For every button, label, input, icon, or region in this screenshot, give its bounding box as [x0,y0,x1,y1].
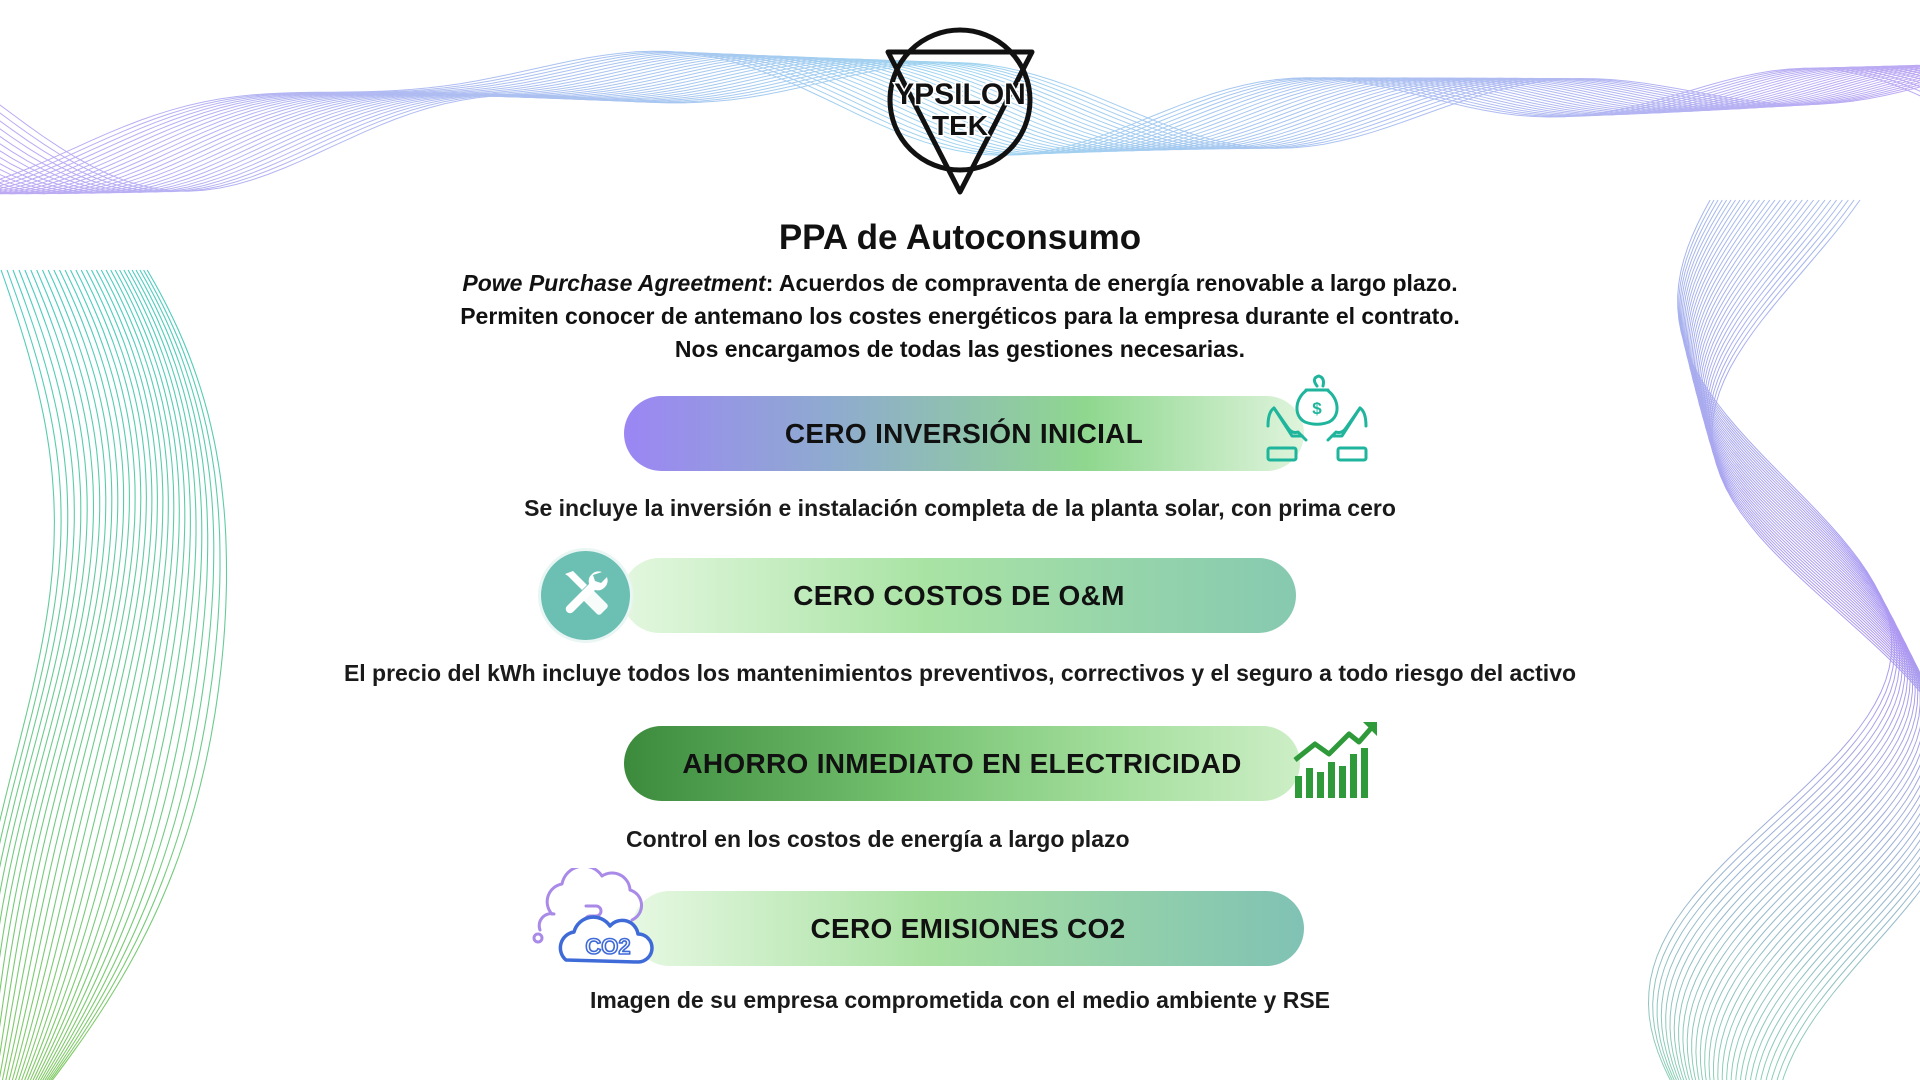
logo-text-line2: TEK [932,110,988,141]
tools-icon [538,548,633,643]
intro-line-3: Nos encargamos de todas las gestiones necesarias. [674,336,1246,362]
feature-description-immediate-savings: Control en los costos de energía a largo plazo [626,826,1130,852]
feature-description-zero-emissions: Imagen de su empresa comprometida con el medio ambiente y RSE [589,987,1331,1013]
feature-pill-zero-om-costs: CERO COSTOS DE O&M [622,558,1296,633]
company-logo [880,22,1040,197]
intro-line-1 [0,270,1920,297]
intro-line-2: Permiten conocer de antemano los costes energéticos para la empresa durante el contrato. [460,303,1460,329]
co2-cloud-icon [530,868,670,983]
feature-description-zero-investment: Se incluye la inversión e instalación completa de la planta solar, con prima cero [524,495,1396,521]
svg-text:$: $ [1312,399,1322,418]
feature-pill-immediate-savings: AHORRO INMEDIATO EN ELECTRICIDAD [624,726,1300,801]
co2-icon-text: CO2 [585,934,631,959]
intro-definition: : Acuerdos de compraventa de energía renovable a largo plazo. [765,270,1458,296]
intro-italic-term: Powe Purchase Agreetment [462,270,766,296]
page-title: PPA de Autoconsumo [778,218,1142,257]
money-bag-hands-icon [1262,368,1372,468]
feature-pill-zero-investment: CERO INVERSIÓN INICIAL [624,396,1304,471]
feature-pill-zero-emissions: CERO EMISIONES CO2 [632,891,1304,966]
feature-description-zero-om-costs: El precio del kWh incluye todos los mantenimientos preventivos, correctivos y el seguro a todo riesgo del activo [343,660,1577,686]
growth-chart-icon [1293,720,1377,800]
logo-text-line1: YPSILON [894,78,1026,111]
